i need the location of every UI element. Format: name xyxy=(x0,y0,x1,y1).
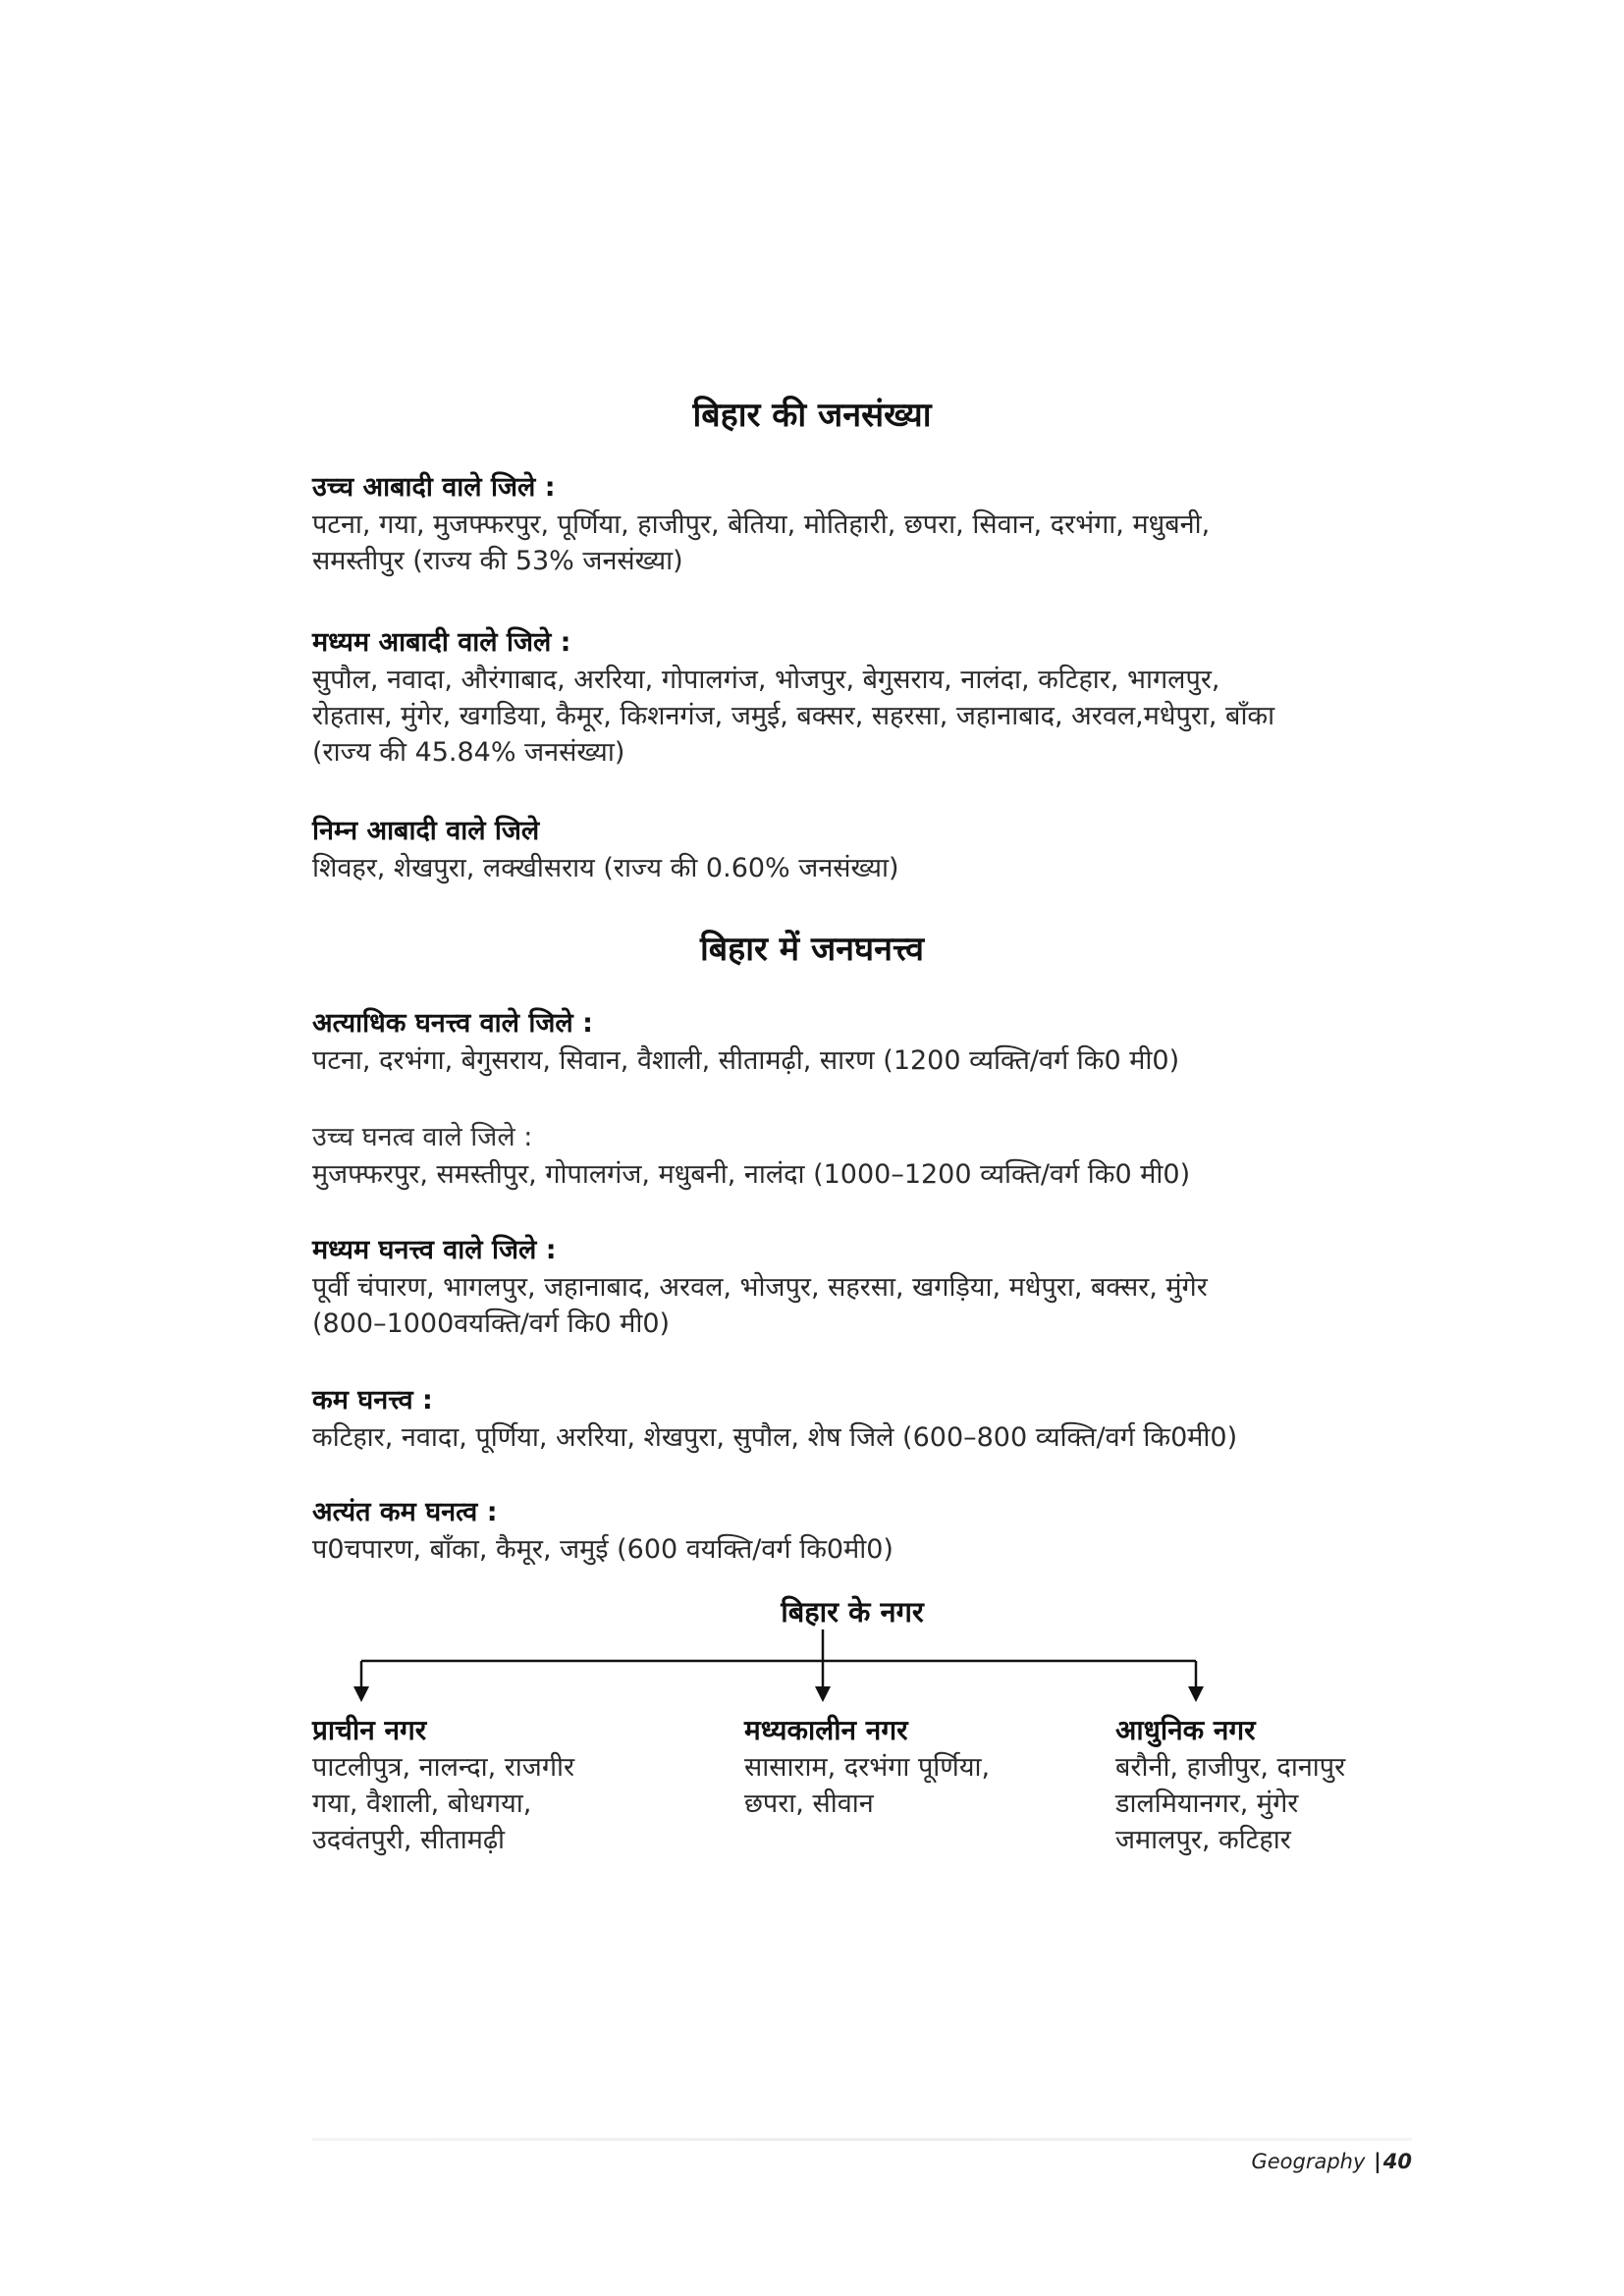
modern-cities-heading: आधुनिक नगर xyxy=(1115,1714,1256,1746)
high-density-line-1: मुजफ्फरपुर, समस्तीपुर, गोपालगंज, मधुबनी, नालंदा (1000–1200 व्यक्ति/वर्ग कि0 मी0) xyxy=(312,1159,1191,1190)
ancient-cities-column xyxy=(312,1712,666,1858)
population-title: बिहार की जनसंख्या xyxy=(692,396,932,435)
high-density-heading: उच्च घनत्व वाले जिले : xyxy=(312,1122,533,1152)
footer-subject: Geography xyxy=(1251,2150,1366,2173)
arrow-down-icon xyxy=(1188,1686,1204,1702)
ancient-cities-line-3: उदवंतपुरी, सीतामढ़ी xyxy=(312,1825,506,1855)
medium-density-line-1: पूर्वी चंपारण, भागलपुर, जहानाबाद, अरवल, भोजपुर, सहरसा, खगड़िया, मधेपुरा, बक्सर, मुंगेर xyxy=(312,1272,1208,1303)
medium-population-section xyxy=(312,624,1412,771)
very-high-density-heading: अत्याधिक घनत्त्व वाले जिले : xyxy=(312,1008,593,1039)
high-population-line-1: पटना, गया, मुजफ्फरपुर, पूर्णिया, हाजीपुर, बेतिया, मोतिहारी, छपरा, सिवान, दरभंगा, मधुबनी, xyxy=(312,509,1211,540)
medieval-cities-column xyxy=(744,1712,1098,1822)
low-density-line-1: कटिहार, नवादा, पूर्णिया, अररिया, शेखपुरा, सुपौल, शेष जिले (600–800 व्यक्ति/वर्ग कि0मी0) xyxy=(312,1422,1238,1453)
footer-separator: | xyxy=(1374,2150,1381,2173)
modern-cities-line-3: जमालपुर, कटिहार xyxy=(1115,1825,1291,1855)
very-high-density-line-1: पटना, दरभंगा, बेगुसराय, सिवान, वैशाली, सीतामढ़ी, सारण (1200 व्यक्ति/वर्ग कि0 मी0) xyxy=(312,1045,1180,1076)
medium-density-section xyxy=(312,1232,1412,1342)
medium-population-line-2: रोहतास, मुंगेर, खगडिया, कैमूर, किशनगंज, जमुई, बक्सर, सहरसा, जहानाबाद, अरवल,मधेपुरा, बाँका xyxy=(312,701,1275,731)
low-population-heading: निम्न आबादी वाले जिले xyxy=(312,816,540,846)
low-density-section xyxy=(312,1382,1412,1456)
medieval-cities-line-2: छपरा, सीवान xyxy=(744,1789,874,1819)
arrow-down-icon xyxy=(353,1686,369,1702)
high-population-section xyxy=(312,469,1412,579)
medium-population-line-3: (राज्य की 45.84% जनसंख्या) xyxy=(312,737,625,768)
low-population-line-1: शिवहर, शेखपुरा, लक्खीसराय (राज्य की 0.60% जनसंख्या) xyxy=(312,853,899,883)
medium-population-heading: मध्यम आबादी वाले जिले : xyxy=(312,627,571,658)
footer-rule xyxy=(312,2138,1412,2141)
medieval-cities-line-1: सासाराम, दरभंगा पूर्णिया, xyxy=(744,1752,991,1783)
high-population-heading: उच्च आबादी वाले जिले : xyxy=(312,472,556,503)
modern-cities-line-2: डालमियानगर, मुंगेर xyxy=(1115,1789,1299,1819)
arrow-down-icon xyxy=(815,1686,831,1702)
cities-title: बिहार के नगर xyxy=(781,1595,924,1629)
ancient-cities-line-1: पाटलीपुत्र, नालन्दा, राजगीर xyxy=(312,1752,575,1783)
page-number: 40 xyxy=(1382,2150,1412,2173)
page-footer xyxy=(1251,2150,1412,2173)
cities-connector-lines xyxy=(312,1590,1412,1718)
very-high-density-section xyxy=(312,1005,1412,1079)
ancient-cities-heading: प्राचीन नगर xyxy=(312,1714,427,1746)
very-low-density-line-1: प0चपारण, बाँका, कैमूर, जमुई (600 वयक्ति/वर्ग कि0मी0) xyxy=(312,1534,893,1565)
medium-density-heading: मध्यम घनत्त्व वाले जिले : xyxy=(312,1235,557,1265)
very-low-density-section xyxy=(312,1494,1412,1568)
modern-cities-column xyxy=(1115,1712,1469,1858)
high-density-section xyxy=(312,1119,1412,1193)
density-title: बिहार में जनघनत्त्व xyxy=(699,930,925,969)
cities-diagram xyxy=(312,1590,1412,1885)
ancient-cities-line-2: गया, वैशाली, बोधगया, xyxy=(312,1789,532,1819)
very-low-density-heading: अत्यंत कम घनत्व : xyxy=(312,1497,498,1527)
medium-population-line-1: सुपौल, नवादा, औरंगाबाद, अररिया, गोपालगंज, भोजपुर, बेगुसराय, नालंदा, कटिहार, भागलपुर, xyxy=(312,665,1220,695)
low-density-heading: कम घनत्त्व : xyxy=(312,1385,433,1415)
low-population-section xyxy=(312,813,1412,886)
modern-cities-line-1: बरौनी, हाजीपुर, दानापुर xyxy=(1115,1752,1346,1783)
medieval-cities-heading: मध्यकालीन नगर xyxy=(744,1714,908,1746)
high-population-line-2: समस्तीपुर (राज्य की 53% जनसंख्या) xyxy=(312,546,683,576)
medium-density-line-2: (800–1000वयक्ति/वर्ग कि0 मी0) xyxy=(312,1308,671,1339)
